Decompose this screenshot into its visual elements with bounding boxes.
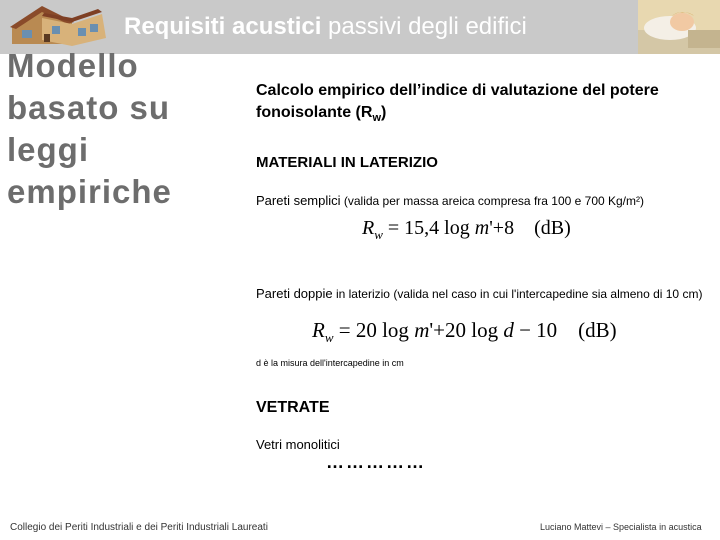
formula-1-rhs: = 15,4 log	[382, 217, 475, 239]
intro-subscript: w	[372, 112, 381, 125]
pareti-semplici-label: Pareti semplici	[256, 193, 341, 208]
formula-2-lhs-var: R	[312, 318, 325, 342]
sidebar-heading-line: leggi	[7, 131, 90, 168]
section-heading-laterizio: MATERIALI IN LATERIZIO	[256, 154, 438, 171]
intro-end: )	[381, 104, 387, 121]
formula-1-lhs-sub: w	[374, 227, 383, 242]
pareti-doppie-note: in laterizio (valida nel caso in cui l'intercapedine sia almeno di 10 cm)	[332, 287, 703, 301]
pareti-semplici-text	[256, 193, 706, 209]
formula-2-tail: − 10 (dB)	[513, 318, 617, 342]
formula-pareti-doppie	[312, 318, 617, 346]
formula-pareti-semplici	[362, 217, 571, 243]
sidebar-heading	[7, 45, 217, 213]
vetri-monolitici-label: Vetri monolitici	[256, 437, 340, 452]
page-title	[124, 13, 527, 41]
page-title-bold: Requisiti acustici	[124, 13, 322, 40]
sleeping-person-photo-icon	[638, 0, 720, 54]
pareti-doppie-text	[256, 286, 706, 302]
formula-1-lhs-var: R	[362, 217, 375, 239]
placeholder-dots: ……………	[326, 452, 426, 472]
formula-1-var: m	[474, 217, 490, 239]
formula-2-rhs2: '+20 log	[429, 318, 504, 342]
intro-text: Calcolo empirico dell’indice di valutazione del potere fonoisolante (R	[256, 82, 659, 121]
page-title-rest: passivi degli edifici	[321, 13, 527, 40]
house-illustration-icon	[2, 0, 114, 50]
formula-2-var1: m	[414, 318, 430, 342]
pareti-semplici-note: (valida per massa areica compresa fra 100 e 700 Kg/m²)	[340, 194, 644, 208]
formula-2-rhs1: = 20 log	[333, 318, 415, 342]
footer-organization: Collegio dei Periti Industriali e dei Periti Industriali Laureati	[10, 522, 268, 533]
sidebar-heading-line: basato su	[7, 89, 171, 126]
intercapedine-footnote: d è la misura dell'intercapedine in cm	[256, 358, 404, 368]
formula-2-var2: d	[503, 318, 514, 342]
sidebar-heading-line: empiriche	[7, 173, 172, 210]
sidebar-heading-line: Modello	[7, 47, 139, 84]
formula-2-lhs-sub: w	[324, 330, 334, 346]
formula-1-tail: '+8 (dB)	[489, 217, 571, 239]
footer-author: Luciano Mattevi – Specialista in acustica	[540, 522, 702, 532]
pareti-doppie-label: Pareti doppie	[256, 286, 333, 301]
section-heading-vetrate: VETRATE	[256, 399, 330, 416]
intro-paragraph	[256, 80, 706, 129]
